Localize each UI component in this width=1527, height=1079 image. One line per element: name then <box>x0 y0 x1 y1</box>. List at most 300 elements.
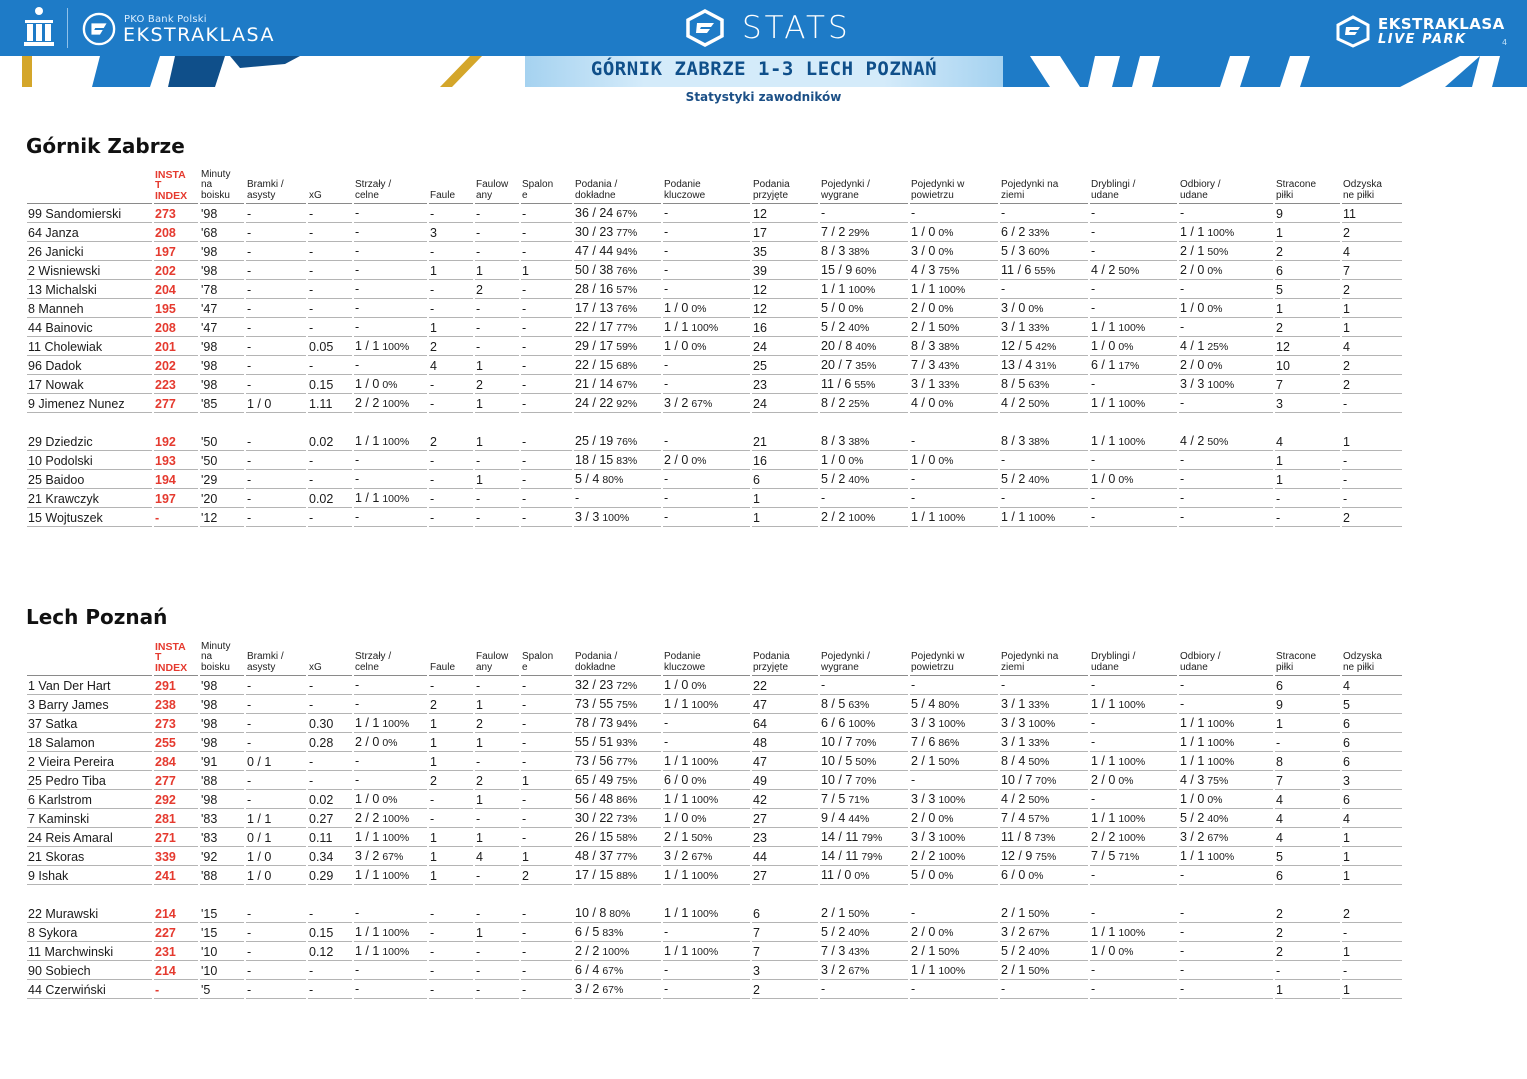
stat-percent: 0% <box>938 227 954 239</box>
stat-percent: 67% <box>616 379 638 391</box>
stat-percent: 25% <box>848 398 870 410</box>
cell-key-passes <box>663 280 750 299</box>
cell-xg: 0.15 <box>308 923 352 942</box>
stat-percent: 100% <box>382 493 410 505</box>
cell-ground-duels <box>1000 432 1088 451</box>
stat-value: 2 / 0 <box>355 735 380 749</box>
stat-value: - <box>1180 491 1185 505</box>
stat-value: - <box>911 434 916 448</box>
stat-value: 14 / 11 <box>821 830 859 844</box>
stat-value: - <box>355 510 360 524</box>
cell-passes <box>574 942 661 961</box>
stat-percent <box>359 265 362 277</box>
cell-fouled: - <box>475 961 519 980</box>
cell-minutes: '98 <box>200 204 244 223</box>
stat-percent: 92% <box>616 398 638 410</box>
cell-insta-index: 204 <box>154 280 198 299</box>
cell-fouled: - <box>475 204 519 223</box>
stat-percent: 0% <box>1207 265 1223 277</box>
cell-key-passes <box>663 261 750 280</box>
cell-passes-received: 47 <box>752 752 818 771</box>
cell-lost-balls: 6 <box>1275 866 1340 885</box>
cell-goals-assists: 1 / 0 <box>246 847 306 866</box>
cell-player: 26 Janicki <box>27 242 152 261</box>
cell-ground-duels <box>1000 733 1088 752</box>
cell-recovered-balls: 6 <box>1342 733 1402 752</box>
cell-passes-received: 16 <box>752 451 818 470</box>
cell-lost-balls: 5 <box>1275 280 1340 299</box>
stat-percent: 100% <box>1207 227 1235 239</box>
stat-percent: 73% <box>1034 832 1056 844</box>
stat-percent <box>359 246 362 258</box>
player-row <box>27 733 1402 752</box>
cell-passes <box>574 299 661 318</box>
stat-value: 1 / 0 <box>1180 301 1205 315</box>
column-header-text: Odzyska <box>1343 179 1382 190</box>
cell-dribbles <box>1090 489 1177 508</box>
cell-dribbles <box>1090 733 1177 752</box>
stat-percent <box>668 360 671 372</box>
cell-recovered-balls: 1 <box>1342 980 1402 999</box>
stat-percent: 67% <box>691 398 713 410</box>
stat-percent <box>1184 474 1187 486</box>
cell-duels <box>820 356 908 375</box>
cell-player: 29 Dziedzic <box>27 432 152 451</box>
cell-goals-assists: - <box>246 923 306 942</box>
cell-xg: - <box>308 451 352 470</box>
cell-key-passes <box>663 980 750 999</box>
stat-value: 4 / 0 <box>911 396 936 410</box>
player-row <box>27 866 1402 885</box>
stat-percent: 0% <box>691 680 707 692</box>
cell-tackles <box>1179 432 1273 451</box>
cell-lost-balls: 2 <box>1275 942 1340 961</box>
cell-key-passes <box>663 375 750 394</box>
cell-player: 17 Nowak <box>27 375 152 394</box>
live-park-logo-icon <box>1336 15 1370 48</box>
cell-fouled: 1 <box>475 790 519 809</box>
cell-ground-duels <box>1000 866 1088 885</box>
cell-passes <box>574 733 661 752</box>
column-header-text: INSTA <box>155 640 186 653</box>
cell-lost-balls: 5 <box>1275 847 1340 866</box>
stat-percent: 17% <box>1118 360 1140 372</box>
column-header-fouls <box>429 168 473 204</box>
cell-insta-index: 238 <box>154 695 198 714</box>
cell-goals-assists: 1 / 0 <box>246 866 306 885</box>
cell-duels <box>820 866 908 885</box>
cell-passes <box>574 714 661 733</box>
stat-value: - <box>664 434 669 448</box>
cell-tackles <box>1179 714 1273 733</box>
stat-percent: 100% <box>691 756 719 768</box>
cell-dribbles <box>1090 375 1177 394</box>
cell-shots <box>354 809 427 828</box>
stat-value: 3 / 3 <box>911 716 936 730</box>
cell-ground-duels <box>1000 299 1088 318</box>
column-header-text: Minuty <box>201 640 231 652</box>
column-header-text <box>430 642 473 653</box>
stat-percent: 50% <box>1118 265 1140 277</box>
column-header-text: kluczowe <box>664 189 706 201</box>
stat-percent: 33% <box>1028 699 1050 711</box>
column-header-text: Minuty <box>201 168 231 180</box>
cell-key-passes <box>663 790 750 809</box>
cell-fouls: - <box>429 508 473 527</box>
cell-xg: 0.02 <box>308 489 352 508</box>
stat-percent <box>359 756 362 768</box>
column-header-ground-duels <box>1000 168 1088 204</box>
stat-percent: 100% <box>1118 756 1146 768</box>
cell-dribbles <box>1090 961 1177 980</box>
cell-duels <box>820 752 908 771</box>
cell-goals-assists: - <box>246 508 306 527</box>
stat-percent: 68% <box>616 360 638 372</box>
live-park-subtitle: LIVE PARK <box>1378 32 1467 47</box>
cell-ground-duels <box>1000 489 1088 508</box>
stat-percent: 25% <box>1207 341 1229 353</box>
player-row <box>27 847 1402 866</box>
cell-fouls: - <box>429 204 473 223</box>
stat-value: 12 / 5 <box>1001 339 1033 353</box>
stat-value: 5 / 2 <box>1180 811 1205 825</box>
cell-lost-balls: 6 <box>1275 676 1340 695</box>
cell-ground-duels <box>1000 961 1088 980</box>
stat-value: 3 / 0 <box>1001 301 1026 315</box>
stat-percent <box>1095 794 1098 806</box>
cell-passes-received: 6 <box>752 904 818 923</box>
stat-value: 32 / 23 <box>575 678 614 692</box>
stat-value: 2 / 0 <box>1091 773 1116 787</box>
stat-percent: 94% <box>616 718 638 730</box>
cell-aerial-duels <box>910 847 998 866</box>
cell-key-passes <box>663 508 750 527</box>
cell-aerial-duels <box>910 923 998 942</box>
stat-percent: 40% <box>855 341 877 353</box>
cell-goals-assists: 0 / 1 <box>246 828 306 847</box>
column-header-text: e <box>522 189 528 201</box>
stat-value: - <box>1180 472 1185 486</box>
cell-passes-received: 25 <box>752 356 818 375</box>
cell-fouled: - <box>475 752 519 771</box>
stat-value: 1 / 0 <box>1180 792 1205 806</box>
stat-value: 1 / 1 <box>1180 716 1205 730</box>
stat-value: - <box>664 491 669 505</box>
column-header-text: dokładne <box>575 661 616 673</box>
cell-player: 3 Barry James <box>27 695 152 714</box>
cell-lost-balls: 2 <box>1275 242 1340 261</box>
stat-percent: 0% <box>382 737 398 749</box>
cell-dribbles <box>1090 261 1177 280</box>
cell-passes <box>574 280 661 299</box>
stat-percent: 76% <box>616 436 638 448</box>
stat-percent <box>1095 246 1098 258</box>
column-header-goals-assists <box>246 640 306 676</box>
stat-percent: 63% <box>1028 379 1050 391</box>
stat-percent <box>1095 870 1098 882</box>
cell-ground-duels <box>1000 980 1088 999</box>
stats-title: STATS <box>742 10 851 46</box>
stat-value: 1 / 1 <box>664 792 689 806</box>
column-header-text: Dryblingi / <box>1091 651 1136 662</box>
cell-fouled: - <box>475 299 519 318</box>
stat-percent <box>359 908 362 920</box>
stat-value: 3 / 3 <box>911 830 936 844</box>
cell-lost-balls: 1 <box>1275 223 1340 242</box>
stat-value: 7 / 5 <box>1091 849 1116 863</box>
stat-value: 3 / 2 <box>664 849 689 863</box>
stat-value: 17 / 15 <box>575 868 614 882</box>
cell-recovered-balls: - <box>1342 394 1402 413</box>
cell-offside: - <box>521 980 572 999</box>
stat-value: 28 / 16 <box>575 282 614 296</box>
cell-passes-received: 2 <box>752 980 818 999</box>
column-header-lost-balls <box>1275 640 1340 676</box>
cell-ground-duels <box>1000 394 1088 413</box>
cell-passes <box>574 980 661 999</box>
cell-passes-received: 42 <box>752 790 818 809</box>
stat-percent <box>1095 303 1098 315</box>
stat-percent: 77% <box>616 756 638 768</box>
cell-passes <box>574 828 661 847</box>
cell-dribbles <box>1090 204 1177 223</box>
cell-aerial-duels <box>910 961 998 980</box>
player-row <box>27 432 1402 451</box>
cell-offside: 1 <box>521 771 572 790</box>
stat-percent: 33% <box>1028 322 1050 334</box>
cell-fouls: - <box>429 489 473 508</box>
stat-value: - <box>1180 925 1185 939</box>
stat-value: 3 / 2 <box>1001 925 1026 939</box>
cell-xg: - <box>308 752 352 771</box>
stat-percent <box>1184 493 1187 505</box>
column-header-dribbles <box>1090 640 1177 676</box>
cell-fouls: - <box>429 809 473 828</box>
cell-player: 44 Czerwiński <box>27 980 152 999</box>
stat-percent <box>359 284 362 296</box>
stat-percent: 58% <box>616 832 638 844</box>
cell-passes-received: 12 <box>752 204 818 223</box>
stat-value: - <box>911 982 916 996</box>
cell-goals-assists: 1 / 0 <box>246 394 306 413</box>
cell-offside: - <box>521 394 572 413</box>
cell-offside: - <box>521 375 572 394</box>
cell-passes <box>574 356 661 375</box>
cell-player: 64 Janza <box>27 223 152 242</box>
stat-value: 2 / 2 <box>355 811 380 825</box>
column-header-text: wygrane <box>821 189 859 201</box>
stat-percent <box>668 927 671 939</box>
column-header-ground-duels <box>1000 640 1088 676</box>
column-header-text: Odbiory / <box>1180 651 1221 662</box>
cell-aerial-duels <box>910 299 998 318</box>
stat-value: 1 / 1 <box>355 716 380 730</box>
cell-duels <box>820 375 908 394</box>
stat-percent: 100% <box>1207 851 1235 863</box>
cell-passes <box>574 866 661 885</box>
stat-value: 2 / 1 <box>821 906 846 920</box>
cell-key-passes <box>663 695 750 714</box>
page-subtitle: Statystyki zawodników <box>685 90 842 104</box>
cell-minutes: '78 <box>200 280 244 299</box>
stat-percent: 40% <box>1028 946 1050 958</box>
stat-value: 2 / 1 <box>1180 244 1205 258</box>
stat-value: 6 / 5 <box>575 925 600 939</box>
stat-percent <box>1184 512 1187 524</box>
cell-fouls: 2 <box>429 432 473 451</box>
cell-dribbles <box>1090 451 1177 470</box>
stat-percent: 77% <box>616 851 638 863</box>
cell-ground-duels <box>1000 223 1088 242</box>
cell-insta-index: 277 <box>154 394 198 413</box>
stat-value: 7 / 5 <box>821 792 846 806</box>
cell-aerial-duels <box>910 771 998 790</box>
cell-insta-index: 195 <box>154 299 198 318</box>
stat-percent: 80% <box>938 699 960 711</box>
stat-percent <box>1005 284 1008 296</box>
cell-xg: - <box>308 961 352 980</box>
stat-percent: 100% <box>382 718 410 730</box>
cell-goals-assists: - <box>246 299 306 318</box>
stat-value: 3 / 3 <box>1001 716 1026 730</box>
stat-percent: 60% <box>855 265 877 277</box>
cell-insta-index: 202 <box>154 261 198 280</box>
cell-tackles <box>1179 394 1273 413</box>
cell-passes-received: 3 <box>752 961 818 980</box>
stat-value: 3 / 1 <box>1001 735 1026 749</box>
player-row <box>27 299 1402 318</box>
stat-value: 13 / 4 <box>1001 358 1033 372</box>
stat-percent: 0% <box>1207 794 1223 806</box>
cell-fouls: - <box>429 470 473 489</box>
stat-value: 2 / 1 <box>664 830 689 844</box>
cell-fouled: 1 <box>475 470 519 489</box>
cell-fouled: 1 <box>475 733 519 752</box>
cell-recovered-balls: 2 <box>1342 375 1402 394</box>
cell-key-passes <box>663 847 750 866</box>
cell-passes <box>574 204 661 223</box>
column-header-text: any <box>476 661 493 673</box>
column-header-minutes <box>200 168 244 204</box>
cell-lost-balls: - <box>1275 508 1340 527</box>
column-header-text: any <box>476 189 493 201</box>
cell-aerial-duels <box>910 489 998 508</box>
cell-recovered-balls: 3 <box>1342 771 1402 790</box>
stat-value: 8 / 5 <box>1001 377 1026 391</box>
cell-tackles <box>1179 695 1273 714</box>
cell-duels <box>820 828 908 847</box>
cell-offside: - <box>521 451 572 470</box>
cell-fouls: 2 <box>429 695 473 714</box>
stat-percent: 60% <box>1028 246 1050 258</box>
column-header-text: Odzyska <box>1343 651 1382 662</box>
stat-percent: 0% <box>848 303 864 315</box>
cell-recovered-balls: - <box>1342 470 1402 489</box>
stat-percent: 75% <box>1035 851 1057 863</box>
cell-fouled: 2 <box>475 375 519 394</box>
cell-dribbles <box>1090 714 1177 733</box>
cell-fouls: 1 <box>429 733 473 752</box>
column-header-insta-index <box>154 640 198 676</box>
stat-value: 18 / 15 <box>575 453 614 467</box>
cell-passes <box>574 790 661 809</box>
stat-percent: 0% <box>1028 870 1044 882</box>
team-title-away: Lech Poznań <box>26 605 168 629</box>
cell-tackles <box>1179 337 1273 356</box>
cell-recovered-balls: 1 <box>1342 318 1402 337</box>
column-header-text: piłki <box>1276 189 1294 201</box>
stat-value: - <box>1091 206 1096 220</box>
stat-value: - <box>1091 716 1096 730</box>
cell-fouled: - <box>475 489 519 508</box>
cell-offside: - <box>521 223 572 242</box>
cell-ground-duels <box>1000 356 1088 375</box>
stat-value: - <box>821 491 826 505</box>
cell-player: 21 Skoras <box>27 847 152 866</box>
stat-percent <box>668 737 671 749</box>
cell-offside: - <box>521 961 572 980</box>
stat-value: 50 / 38 <box>575 263 614 277</box>
cell-dribbles <box>1090 771 1177 790</box>
stat-percent: 59% <box>616 341 638 353</box>
stat-percent <box>1095 208 1098 220</box>
stat-percent: 100% <box>938 832 966 844</box>
stat-percent <box>1005 493 1008 505</box>
stat-percent <box>1184 908 1187 920</box>
cell-recovered-balls: 1 <box>1342 828 1402 847</box>
column-header-text: na <box>201 179 213 190</box>
cell-minutes: '5 <box>200 980 244 999</box>
cell-dribbles <box>1090 980 1177 999</box>
stat-value: 20 / 7 <box>821 358 853 372</box>
cell-passes <box>574 375 661 394</box>
cell-shots <box>354 752 427 771</box>
cell-fouled: - <box>475 242 519 261</box>
cell-shots <box>354 280 427 299</box>
cell-passes <box>574 961 661 980</box>
stat-percent: 100% <box>691 794 719 806</box>
cell-shots <box>354 733 427 752</box>
stat-percent: 0% <box>1118 474 1134 486</box>
column-header-text: Stracone <box>1276 651 1317 662</box>
cell-dribbles <box>1090 280 1177 299</box>
cell-passes-received: 12 <box>752 299 818 318</box>
stat-percent <box>668 436 671 448</box>
cell-insta-index: - <box>154 508 198 527</box>
stat-percent: 67% <box>691 851 713 863</box>
stat-percent: 100% <box>382 946 410 958</box>
cell-aerial-duels <box>910 337 998 356</box>
stat-value: - <box>1091 868 1096 882</box>
stat-percent: 50% <box>1028 756 1050 768</box>
stat-value: 1 / 1 <box>664 868 689 882</box>
stat-percent <box>1095 379 1098 391</box>
player-row <box>27 752 1402 771</box>
stat-value: - <box>355 244 360 258</box>
cell-duels <box>820 961 908 980</box>
stat-value: - <box>355 906 360 920</box>
cell-tackles <box>1179 904 1273 923</box>
stat-percent <box>1184 322 1187 334</box>
cell-offside: - <box>521 299 572 318</box>
cell-aerial-duels <box>910 451 998 470</box>
cell-fouled: - <box>475 809 519 828</box>
stat-percent <box>668 474 671 486</box>
stat-value: 1 / 0 <box>911 453 936 467</box>
stat-percent: 75% <box>616 699 638 711</box>
cell-goals-assists: - <box>246 695 306 714</box>
cell-goals-assists: - <box>246 714 306 733</box>
